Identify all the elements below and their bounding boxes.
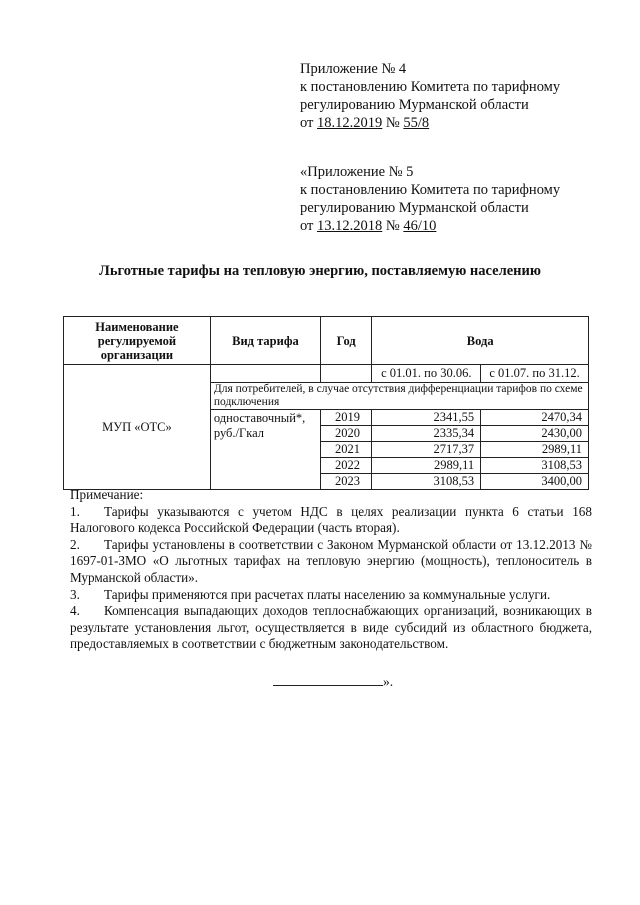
note-item: [70, 537, 592, 587]
row-value-h2: 2430,00: [481, 426, 589, 442]
closing-quote: ».: [383, 674, 394, 689]
period-first-half: с 01.01. по 30.06.: [372, 365, 481, 383]
appendix-authority: регулированию Мурманской области: [300, 200, 529, 216]
row-value-h1: 3108,53: [372, 474, 481, 490]
closing-mark-line: [273, 674, 393, 690]
period-row: [64, 365, 589, 383]
appendix-header-previous: [300, 163, 560, 235]
note-text: Тарифы указываются с учетом НДС в целях реализации пункта 6 статьи 168 Налогового кодекса Российской Федерации (часть вторая).: [70, 503, 592, 536]
appendix-date-line: [300, 114, 560, 132]
consumer-note: Для потребителей, в случае отсутствия дифференциации тарифов по схеме подключения: [210, 383, 588, 410]
row-value-h2: 2989,11: [481, 442, 589, 458]
notes-section: [70, 487, 592, 653]
note-number: 4.: [70, 603, 80, 619]
tariff-table: [63, 316, 589, 490]
appendix-header-current: [300, 60, 560, 132]
signature-rule: [273, 675, 383, 686]
row-value-h1: 2717,37: [372, 442, 481, 458]
row-value-h1: 2335,34: [372, 426, 481, 442]
org-name: МУП «ОТС»: [64, 365, 211, 490]
resolution-date: 18.12.2019: [317, 115, 383, 131]
note-number: 2.: [70, 536, 80, 552]
appendix-reference: к постановлению Комитета по тарифному: [300, 182, 561, 198]
appendix-authority: регулированию Мурманской области: [300, 97, 529, 113]
date-prefix: от: [300, 218, 318, 234]
note-text: Тарифы применяются при расчетах платы населению за коммунальные услуги.: [104, 586, 551, 602]
resolution-number: 46/10: [403, 218, 437, 234]
number-prefix: №: [382, 218, 404, 234]
note-text: Тарифы установлены в соответствии с Законом Мурманской области от 13.12.2013 № 1697-01-ЗМО «О льготных тарифах на тепловую энергию (мощность), теплоноситель в Мурманской области».: [70, 536, 592, 585]
note-item: [70, 603, 592, 653]
row-year: 2021: [321, 442, 372, 458]
note-item: [70, 587, 592, 604]
row-year: 2022: [321, 458, 372, 474]
row-year: 2020: [321, 426, 372, 442]
appendix-title: Приложение № 4: [300, 61, 407, 77]
appendix-title: «Приложение № 5: [300, 164, 414, 180]
header-water: Вода: [372, 317, 589, 365]
row-value-h1: 2341,55: [372, 410, 481, 426]
note-number: 1.: [70, 503, 80, 519]
row-value-h2: 3108,53: [481, 458, 589, 474]
appendix-reference: к постановлению Комитета по тарифному: [300, 79, 561, 95]
note-item: [70, 504, 592, 537]
resolution-date: 13.12.2018: [317, 218, 383, 234]
period-second-half: с 01.07. по 31.12.: [481, 365, 589, 383]
row-year: 2019: [321, 410, 372, 426]
document-title: Льготные тарифы на тепловую энергию, поставляемую населению: [99, 263, 541, 279]
row-year: 2023: [321, 474, 372, 490]
notes-heading: Примечание:: [70, 487, 144, 502]
date-prefix: от: [300, 115, 318, 131]
number-prefix: №: [382, 115, 404, 131]
header-tariff-type: Вид тарифа: [210, 317, 320, 365]
appendix-date-line: [300, 217, 560, 235]
note-number: 3.: [70, 586, 80, 602]
row-value-h1: 2989,11: [372, 458, 481, 474]
table-header-row: [64, 317, 589, 365]
header-year: Год: [321, 317, 372, 365]
tariff-type: одноставочный*, руб./Гкал: [210, 410, 320, 490]
note-text: Компенсация выпадающих доходов теплоснабжающих организаций, возникающих в результате установления льгот, осуществляется в виде субсидий из областного бюджета, предоставляемых в соответствии с бюджетным законодательством.: [70, 603, 592, 652]
row-value-h2: 3400,00: [481, 474, 589, 490]
resolution-number: 55/8: [403, 115, 430, 131]
row-value-h2: 2470,34: [481, 410, 589, 426]
header-org: Наименование регулируемой организации: [64, 317, 211, 365]
